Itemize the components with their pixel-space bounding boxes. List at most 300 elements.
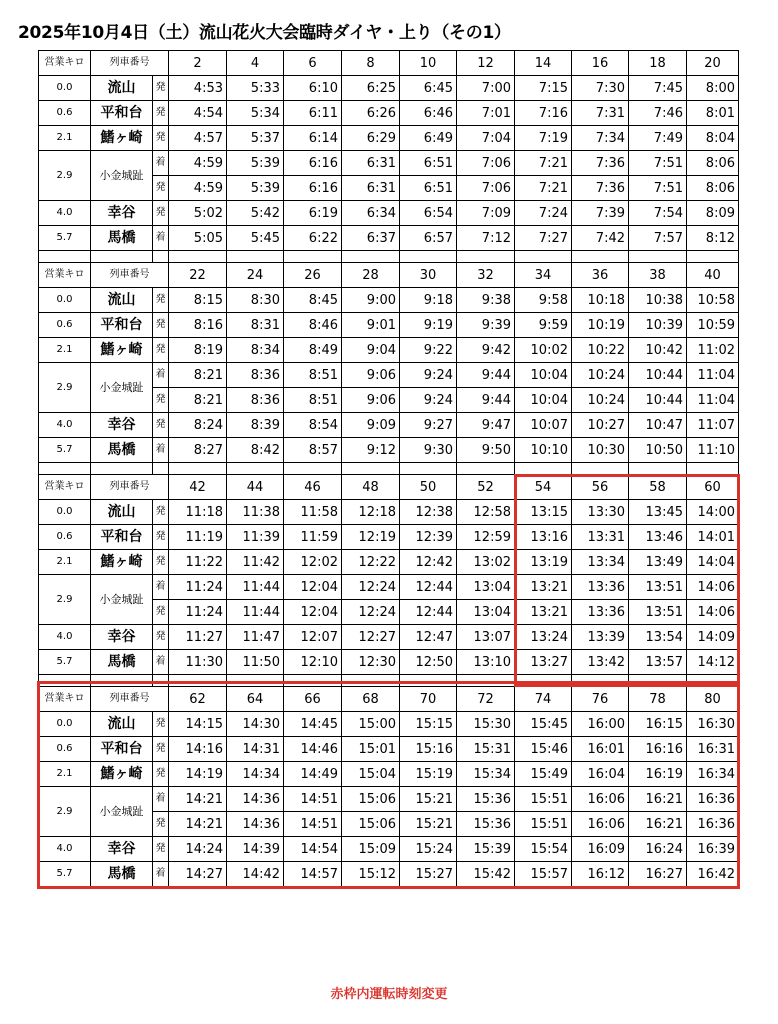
station-row <box>39 201 739 226</box>
departure-marker: 発 <box>153 313 169 338</box>
time-cell: 11:10 <box>687 438 739 463</box>
train-number: 12 <box>457 51 515 76</box>
departure-marker: 発 <box>153 413 169 438</box>
station-row <box>39 338 739 363</box>
time-cell: 7:27 <box>515 226 572 251</box>
separator-cell <box>91 251 153 263</box>
time-cell: 13:31 <box>572 525 629 550</box>
time-cell: 15:21 <box>400 812 457 837</box>
km-header: 営業キロ <box>39 475 91 500</box>
station-km: 2.9 <box>39 151 91 201</box>
station-name: 馬橋 <box>91 650 153 675</box>
time-cell: 6:22 <box>284 226 342 251</box>
train-number-row <box>39 51 739 76</box>
station-name: 馬橋 <box>91 862 153 887</box>
station-km: 2.1 <box>39 338 91 363</box>
time-cell: 14:24 <box>169 837 227 862</box>
separator-cell <box>342 675 400 687</box>
station-km: 0.0 <box>39 500 91 525</box>
train-number: 72 <box>457 687 515 712</box>
separator-cell <box>169 675 227 687</box>
time-cell: 12:19 <box>342 525 400 550</box>
departure-marker: 発 <box>153 388 169 413</box>
time-cell: 16:12 <box>572 862 629 887</box>
train-number: 22 <box>169 263 227 288</box>
time-cell: 14:30 <box>227 712 284 737</box>
train-number: 50 <box>400 475 457 500</box>
time-cell: 7:15 <box>515 76 572 101</box>
train-number-header: 列車番号 <box>91 51 169 76</box>
time-cell: 14:15 <box>169 712 227 737</box>
time-cell: 10:24 <box>572 388 629 413</box>
separator-cell <box>342 463 400 475</box>
time-cell: 11:27 <box>169 625 227 650</box>
station-name: 流山 <box>91 500 153 525</box>
time-cell: 11:04 <box>687 388 739 413</box>
station-row <box>39 151 739 176</box>
station-name: 小金城趾 <box>91 575 153 625</box>
station-name: 馬橋 <box>91 438 153 463</box>
station-row <box>39 550 739 575</box>
time-cell: 13:51 <box>629 600 687 625</box>
time-cell: 7:46 <box>629 101 687 126</box>
time-cell: 11:07 <box>687 413 739 438</box>
station-km: 2.9 <box>39 575 91 625</box>
time-cell: 11:44 <box>227 575 284 600</box>
station-row <box>39 363 739 388</box>
time-cell: 4:53 <box>169 76 227 101</box>
train-number: 76 <box>572 687 629 712</box>
time-cell: 13:04 <box>457 600 515 625</box>
time-cell: 8:30 <box>227 288 284 313</box>
time-cell: 13:30 <box>572 500 629 525</box>
time-cell: 13:36 <box>572 600 629 625</box>
time-cell: 15:24 <box>400 837 457 862</box>
time-cell: 7:51 <box>629 151 687 176</box>
time-cell: 16:06 <box>572 812 629 837</box>
train-number: 30 <box>400 263 457 288</box>
separator-cell <box>515 675 572 687</box>
time-cell: 12:24 <box>342 600 400 625</box>
time-cell: 15:15 <box>400 712 457 737</box>
station-name: 平和台 <box>91 737 153 762</box>
separator-cell <box>400 463 457 475</box>
time-cell: 12:02 <box>284 550 342 575</box>
time-cell: 13:45 <box>629 500 687 525</box>
time-cell: 15:06 <box>342 787 400 812</box>
separator-cell <box>572 675 629 687</box>
train-number-header: 列車番号 <box>91 475 169 500</box>
station-row <box>39 438 739 463</box>
time-cell: 9:38 <box>457 288 515 313</box>
time-cell: 15:45 <box>515 712 572 737</box>
separator-cell <box>91 463 153 475</box>
time-cell: 8:21 <box>169 388 227 413</box>
train-number: 26 <box>284 263 342 288</box>
arrival-marker: 着 <box>153 438 169 463</box>
time-cell: 5:34 <box>227 101 284 126</box>
time-cell: 8:06 <box>687 151 739 176</box>
time-cell: 14:04 <box>687 550 739 575</box>
time-cell: 16:21 <box>629 812 687 837</box>
time-cell: 13:39 <box>572 625 629 650</box>
time-cell: 16:00 <box>572 712 629 737</box>
station-row <box>39 226 739 251</box>
train-number: 38 <box>629 263 687 288</box>
time-cell: 10:22 <box>572 338 629 363</box>
time-cell: 14:51 <box>284 787 342 812</box>
station-km: 0.0 <box>39 712 91 737</box>
station-name: 鰭ヶ崎 <box>91 338 153 363</box>
station-name: 幸谷 <box>91 625 153 650</box>
time-cell: 6:16 <box>284 151 342 176</box>
time-cell: 16:39 <box>687 837 739 862</box>
time-cell: 16:30 <box>687 712 739 737</box>
time-cell: 5:39 <box>227 176 284 201</box>
time-cell: 4:59 <box>169 176 227 201</box>
time-cell: 5:37 <box>227 126 284 151</box>
time-cell: 6:14 <box>284 126 342 151</box>
time-cell: 6:31 <box>342 176 400 201</box>
time-cell: 12:47 <box>400 625 457 650</box>
station-km: 0.6 <box>39 737 91 762</box>
station-name: 平和台 <box>91 525 153 550</box>
time-cell: 11:22 <box>169 550 227 575</box>
time-cell: 12:04 <box>284 575 342 600</box>
station-name: 鰭ヶ崎 <box>91 126 153 151</box>
time-cell: 15:27 <box>400 862 457 887</box>
time-cell: 14:54 <box>284 837 342 862</box>
separator-cell <box>284 251 342 263</box>
time-cell: 9:44 <box>457 388 515 413</box>
train-number: 10 <box>400 51 457 76</box>
time-cell: 8:00 <box>687 76 739 101</box>
time-cell: 14:06 <box>687 575 739 600</box>
time-cell: 15:16 <box>400 737 457 762</box>
station-row <box>39 76 739 101</box>
time-cell: 6:46 <box>400 101 457 126</box>
station-name: 幸谷 <box>91 413 153 438</box>
time-cell: 10:02 <box>515 338 572 363</box>
time-cell: 7:06 <box>457 151 515 176</box>
time-cell: 8:06 <box>687 176 739 201</box>
time-cell: 8:57 <box>284 438 342 463</box>
time-cell: 5:05 <box>169 226 227 251</box>
time-cell: 9:24 <box>400 388 457 413</box>
station-row <box>39 862 739 887</box>
time-cell: 13:51 <box>629 575 687 600</box>
time-cell: 15:42 <box>457 862 515 887</box>
train-number: 16 <box>572 51 629 76</box>
separator-cell <box>227 463 284 475</box>
time-cell: 8:51 <box>284 388 342 413</box>
time-cell: 14:06 <box>687 600 739 625</box>
time-cell: 10:50 <box>629 438 687 463</box>
train-number: 4 <box>227 51 284 76</box>
time-cell: 8:46 <box>284 313 342 338</box>
time-cell: 5:33 <box>227 76 284 101</box>
time-cell: 13:46 <box>629 525 687 550</box>
train-number: 64 <box>227 687 284 712</box>
time-cell: 8:19 <box>169 338 227 363</box>
time-cell: 11:18 <box>169 500 227 525</box>
train-number: 44 <box>227 475 284 500</box>
time-cell: 8:49 <box>284 338 342 363</box>
time-cell: 12:39 <box>400 525 457 550</box>
time-cell: 13:24 <box>515 625 572 650</box>
km-header: 営業キロ <box>39 263 91 288</box>
time-cell: 10:38 <box>629 288 687 313</box>
time-cell: 16:06 <box>572 787 629 812</box>
train-number: 6 <box>284 51 342 76</box>
train-number: 32 <box>457 263 515 288</box>
time-cell: 11:38 <box>227 500 284 525</box>
time-cell: 16:42 <box>687 862 739 887</box>
time-cell: 13:57 <box>629 650 687 675</box>
time-cell: 8:21 <box>169 363 227 388</box>
km-header: 営業キロ <box>39 687 91 712</box>
time-cell: 9:22 <box>400 338 457 363</box>
departure-marker: 発 <box>153 837 169 862</box>
time-cell: 6:37 <box>342 226 400 251</box>
station-row <box>39 837 739 862</box>
train-number: 18 <box>629 51 687 76</box>
timetable <box>38 50 739 887</box>
time-cell: 15:54 <box>515 837 572 862</box>
time-cell: 13:54 <box>629 625 687 650</box>
train-number: 62 <box>169 687 227 712</box>
time-cell: 7:36 <box>572 151 629 176</box>
time-cell: 10:19 <box>572 313 629 338</box>
station-km: 4.0 <box>39 201 91 226</box>
time-cell: 16:36 <box>687 787 739 812</box>
time-cell: 13:34 <box>572 550 629 575</box>
time-cell: 14:34 <box>227 762 284 787</box>
separator-cell <box>284 463 342 475</box>
separator-cell <box>39 251 91 263</box>
arrival-marker: 着 <box>153 862 169 887</box>
time-cell: 7:45 <box>629 76 687 101</box>
departure-marker: 発 <box>153 126 169 151</box>
time-cell: 8:15 <box>169 288 227 313</box>
train-number: 52 <box>457 475 515 500</box>
time-cell: 12:50 <box>400 650 457 675</box>
station-km: 5.7 <box>39 438 91 463</box>
station-name: 流山 <box>91 712 153 737</box>
time-cell: 11:47 <box>227 625 284 650</box>
time-cell: 15:36 <box>457 787 515 812</box>
time-cell: 6:19 <box>284 201 342 226</box>
time-cell: 11:42 <box>227 550 284 575</box>
separator-cell <box>687 675 739 687</box>
time-cell: 12:42 <box>400 550 457 575</box>
time-cell: 14:31 <box>227 737 284 762</box>
time-cell: 10:07 <box>515 413 572 438</box>
separator-cell <box>629 675 687 687</box>
time-cell: 8:36 <box>227 363 284 388</box>
separator-cell <box>687 251 739 263</box>
separator-cell <box>515 463 572 475</box>
separator-cell <box>39 463 91 475</box>
train-number: 24 <box>227 263 284 288</box>
train-number: 2 <box>169 51 227 76</box>
departure-marker: 発 <box>153 288 169 313</box>
time-cell: 16:21 <box>629 787 687 812</box>
time-cell: 8:34 <box>227 338 284 363</box>
train-number: 20 <box>687 51 739 76</box>
train-number: 56 <box>572 475 629 500</box>
time-cell: 6:26 <box>342 101 400 126</box>
station-name: 小金城趾 <box>91 787 153 837</box>
time-cell: 8:24 <box>169 413 227 438</box>
time-cell: 13:15 <box>515 500 572 525</box>
time-cell: 15:09 <box>342 837 400 862</box>
time-cell: 14:21 <box>169 787 227 812</box>
time-cell: 14:09 <box>687 625 739 650</box>
time-cell: 9:04 <box>342 338 400 363</box>
time-cell: 9:00 <box>342 288 400 313</box>
train-number: 60 <box>687 475 739 500</box>
separator-cell <box>400 251 457 263</box>
station-name: 馬橋 <box>91 226 153 251</box>
station-row <box>39 650 739 675</box>
time-cell: 14:42 <box>227 862 284 887</box>
time-cell: 16:09 <box>572 837 629 862</box>
departure-marker: 発 <box>153 500 169 525</box>
time-cell: 9:50 <box>457 438 515 463</box>
time-cell: 8:16 <box>169 313 227 338</box>
separator-cell <box>457 251 515 263</box>
time-cell: 9:06 <box>342 388 400 413</box>
time-cell: 12:59 <box>457 525 515 550</box>
station-km: 2.1 <box>39 550 91 575</box>
time-cell: 13:07 <box>457 625 515 650</box>
station-row <box>39 313 739 338</box>
station-name: 平和台 <box>91 313 153 338</box>
time-cell: 10:39 <box>629 313 687 338</box>
train-number: 42 <box>169 475 227 500</box>
time-cell: 13:49 <box>629 550 687 575</box>
time-cell: 5:42 <box>227 201 284 226</box>
time-cell: 14:16 <box>169 737 227 762</box>
time-cell: 11:58 <box>284 500 342 525</box>
station-row <box>39 575 739 600</box>
separator-cell <box>629 463 687 475</box>
time-cell: 10:27 <box>572 413 629 438</box>
time-cell: 16:36 <box>687 812 739 837</box>
time-cell: 8:45 <box>284 288 342 313</box>
time-cell: 8:04 <box>687 126 739 151</box>
time-cell: 14:39 <box>227 837 284 862</box>
time-cell: 8:09 <box>687 201 739 226</box>
time-cell: 16:16 <box>629 737 687 762</box>
separator-cell <box>515 251 572 263</box>
train-number: 78 <box>629 687 687 712</box>
time-cell: 6:34 <box>342 201 400 226</box>
time-cell: 5:39 <box>227 151 284 176</box>
time-cell: 7:54 <box>629 201 687 226</box>
train-number: 74 <box>515 687 572 712</box>
separator-cell <box>153 675 169 687</box>
time-cell: 9:27 <box>400 413 457 438</box>
page-title: 2025年10月4日（土）流山花火大会臨時ダイヤ・上り（その1） <box>18 23 511 43</box>
time-cell: 10:58 <box>687 288 739 313</box>
time-cell: 16:04 <box>572 762 629 787</box>
station-row <box>39 787 739 812</box>
time-cell: 11:04 <box>687 363 739 388</box>
time-cell: 15:30 <box>457 712 515 737</box>
separator-cell <box>629 251 687 263</box>
time-cell: 10:04 <box>515 363 572 388</box>
station-row <box>39 625 739 650</box>
time-cell: 16:01 <box>572 737 629 762</box>
separator-cell <box>457 463 515 475</box>
time-cell: 8:36 <box>227 388 284 413</box>
time-cell: 8:27 <box>169 438 227 463</box>
train-number: 80 <box>687 687 739 712</box>
train-number: 8 <box>342 51 400 76</box>
time-cell: 6:10 <box>284 76 342 101</box>
time-cell: 9:18 <box>400 288 457 313</box>
time-cell: 7:31 <box>572 101 629 126</box>
separator-cell <box>169 251 227 263</box>
time-cell: 9:09 <box>342 413 400 438</box>
time-cell: 14:45 <box>284 712 342 737</box>
separator-cell <box>153 463 169 475</box>
station-name: 平和台 <box>91 101 153 126</box>
train-number-header: 列車番号 <box>91 263 169 288</box>
time-cell: 16:31 <box>687 737 739 762</box>
time-cell: 7:16 <box>515 101 572 126</box>
time-cell: 16:15 <box>629 712 687 737</box>
departure-marker: 発 <box>153 101 169 126</box>
station-name: 小金城趾 <box>91 363 153 413</box>
departure-marker: 発 <box>153 712 169 737</box>
time-cell: 9:58 <box>515 288 572 313</box>
time-cell: 4:54 <box>169 101 227 126</box>
time-cell: 13:42 <box>572 650 629 675</box>
time-cell: 10:10 <box>515 438 572 463</box>
separator-cell <box>457 675 515 687</box>
station-km: 0.6 <box>39 525 91 550</box>
time-cell: 14:19 <box>169 762 227 787</box>
time-cell: 7:36 <box>572 176 629 201</box>
time-cell: 14:46 <box>284 737 342 762</box>
time-cell: 14:12 <box>687 650 739 675</box>
time-cell: 10:47 <box>629 413 687 438</box>
time-cell: 7:00 <box>457 76 515 101</box>
departure-marker: 発 <box>153 762 169 787</box>
departure-marker: 発 <box>153 338 169 363</box>
time-cell: 9:44 <box>457 363 515 388</box>
train-number: 48 <box>342 475 400 500</box>
time-cell: 16:24 <box>629 837 687 862</box>
station-km: 0.6 <box>39 101 91 126</box>
time-cell: 6:51 <box>400 176 457 201</box>
station-km: 0.0 <box>39 288 91 313</box>
time-cell: 16:34 <box>687 762 739 787</box>
train-number: 66 <box>284 687 342 712</box>
separator-cell <box>572 463 629 475</box>
arrival-marker: 着 <box>153 151 169 176</box>
time-cell: 15:19 <box>400 762 457 787</box>
time-cell: 7:49 <box>629 126 687 151</box>
station-km: 2.1 <box>39 762 91 787</box>
station-name: 流山 <box>91 288 153 313</box>
departure-marker: 発 <box>153 76 169 101</box>
time-cell: 12:44 <box>400 600 457 625</box>
time-cell: 13:21 <box>515 600 572 625</box>
